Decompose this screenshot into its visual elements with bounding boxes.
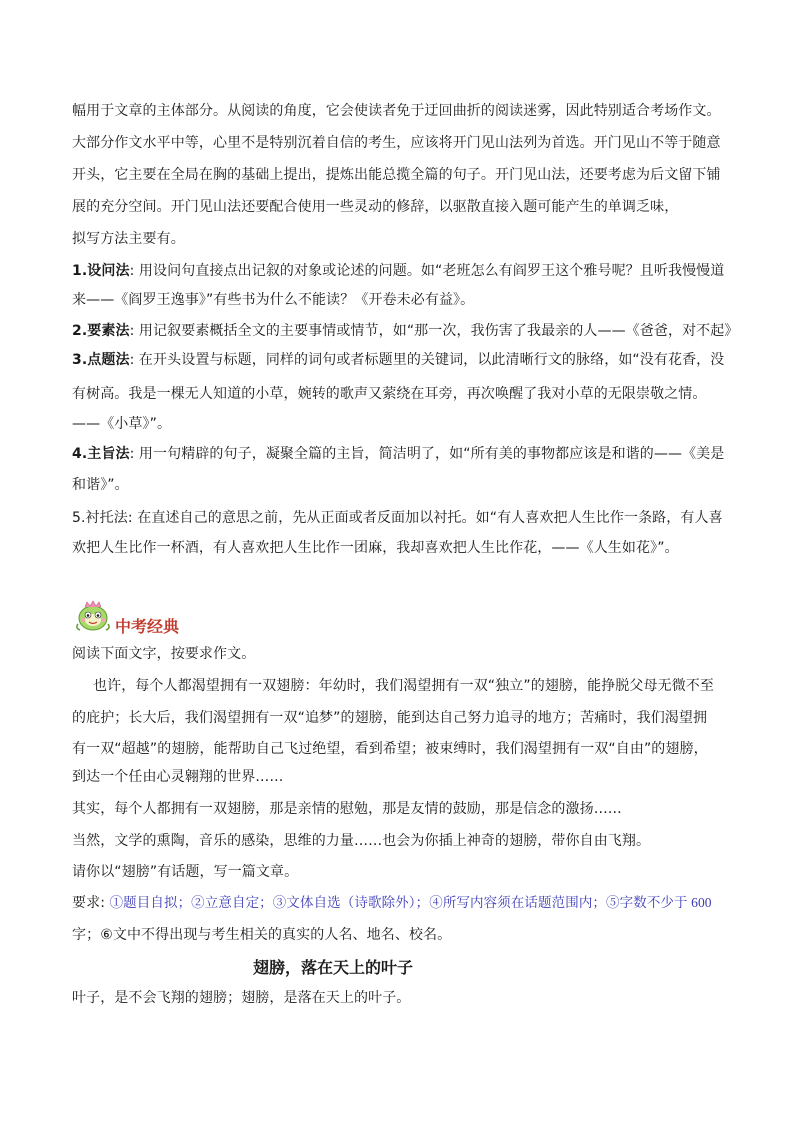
method-3-cont-2: ——《小草》”。 bbox=[72, 416, 172, 432]
requirements-cont: 字；⑥文中不得出现与考生相关的真实的人名、地名、校名。 bbox=[72, 927, 452, 943]
essay-title: 翅膀，落在天上的叶子 bbox=[252, 958, 413, 977]
method-label: 2.要素法 bbox=[72, 323, 130, 339]
prompt-para-3: 当然，文学的熏陶，音乐的感染，思维的力量……也会为你插上神奇的翅膀，带你自由飞翔。 bbox=[72, 833, 651, 849]
method-label: 4.主旨法 bbox=[72, 446, 130, 462]
prompt-line-1: 也许，每个人都渴望拥有一双翅膀：年幼时，我们渴望拥有一双“独立”的翅膀，能挣脱父母无微不至 bbox=[93, 678, 715, 694]
prompt-line-4: 到达一个任由心灵翱翔的世界…… bbox=[72, 769, 284, 785]
intro-line-2: 大部分作文水平中等，心里不是特别沉着自信的考生，应该将开门见山法列为首选。开门见山不等于随意 bbox=[72, 135, 721, 151]
method-5-cont: 欢把人生比作一杯酒，有人喜欢把人生比作一团麻，我却喜欢把人生比作花，——《人生如花》”。 bbox=[72, 540, 679, 556]
section-heading bbox=[73, 598, 273, 634]
method-label: 5.衬托法 bbox=[72, 510, 128, 526]
requirements bbox=[72, 893, 732, 913]
method-text: : 用设问句直接点出记叙的对象或论述的问题。如“老班怎么有阎罗王这个雅号呢？且听我慢慢道 bbox=[129, 263, 725, 279]
method-text: : 在直述自己的意思之前，先从正面或者反面加以衬托。如“有人喜欢把人生比作一条路，有人喜 bbox=[127, 510, 723, 526]
intro-line-4: 展的充分空间。开门见山法还要配合使用一些灵动的修辞，以驱散直接入题可能产生的单调乏味， bbox=[72, 199, 679, 215]
method-3 bbox=[72, 350, 732, 370]
method-4-cont: 和谐》”。 bbox=[72, 477, 129, 493]
essay-line-1: 叶子，是不会飞翔的翅膀；翅膀，是落在天上的叶子。 bbox=[72, 990, 411, 1006]
method-1 bbox=[72, 261, 732, 281]
method-label: 1.设问法 bbox=[72, 263, 130, 279]
method-label: 3.点题法 bbox=[72, 352, 130, 368]
method-text: : 在开头设置与标题，同样的词句或者标题里的关键词，以此清晰行文的脉络，如“没有花香，没 bbox=[129, 352, 725, 368]
prompt-para-2: 其实，每个人都拥有一双翅膀，那是亲情的慰勉，那是友情的鼓励，那是信念的激扬…… bbox=[72, 801, 622, 817]
intro-line-3: 开头，它主要在全局在胸的基础上提出，提炼出能总揽全篇的句子。开门见山法，还要考虑为后文留下铺 bbox=[72, 167, 721, 183]
intro-line-5: 拟写方法主要有。 bbox=[72, 231, 185, 247]
method-3-cont: 有树高。我是一棵无人知道的小草，婉转的歌声又萦绕在耳旁，再次唤醒了我对小草的无限崇敬之情。 bbox=[72, 386, 707, 402]
method-1-cont: 来——《阎罗王逸事》”有些书为什么不能读？《开卷未必有益》。 bbox=[72, 292, 475, 308]
prompt-line-2: 的庇护；长大后，我们渴望拥有一双“追梦”的翅膀，能到达自己努力追寻的地方；苦痛时，我们渴望拥 bbox=[72, 710, 708, 726]
method-text: : 用一句精辟的句子，凝聚全篇的主旨，简洁明了，如“所有美的事物都应该是和谐的——《美是 bbox=[129, 446, 725, 462]
requirements-label: 要求: bbox=[72, 895, 110, 911]
method-5 bbox=[72, 508, 732, 528]
method-2 bbox=[72, 321, 739, 341]
prompt-para-4: 请你以“翅膀”有话题，写一篇文章。 bbox=[72, 864, 299, 880]
section-title: 中考经典 bbox=[115, 617, 180, 636]
dragon-mascot-icon bbox=[73, 598, 113, 632]
prompt-line-3: 有一双“超越”的翅膀，能帮助自己飞过绝望，看到希望；被束缚时，我们渴望拥有一双“自由”的翅膀， bbox=[72, 741, 708, 757]
method-4 bbox=[72, 444, 732, 464]
intro-line-1: 幅用于文章的主体部分。从阅读的角度，它会使读者免于迂回曲折的阅读迷雾，因此特别适合考场作文。 bbox=[72, 103, 721, 119]
instruction: 阅读下面文字，按要求作文。 bbox=[72, 646, 256, 662]
requirements-list: ①题目自拟；②立意自定；③文体自选（诗歌除外）；④所写内容须在话题范围内；⑤字数不少于 600 bbox=[109, 895, 712, 910]
method-text: : 用记叙要素概括全文的主要事情或情节，如“那一次，我伤害了我最亲的人——《爸爸，对不起》 bbox=[129, 323, 739, 339]
